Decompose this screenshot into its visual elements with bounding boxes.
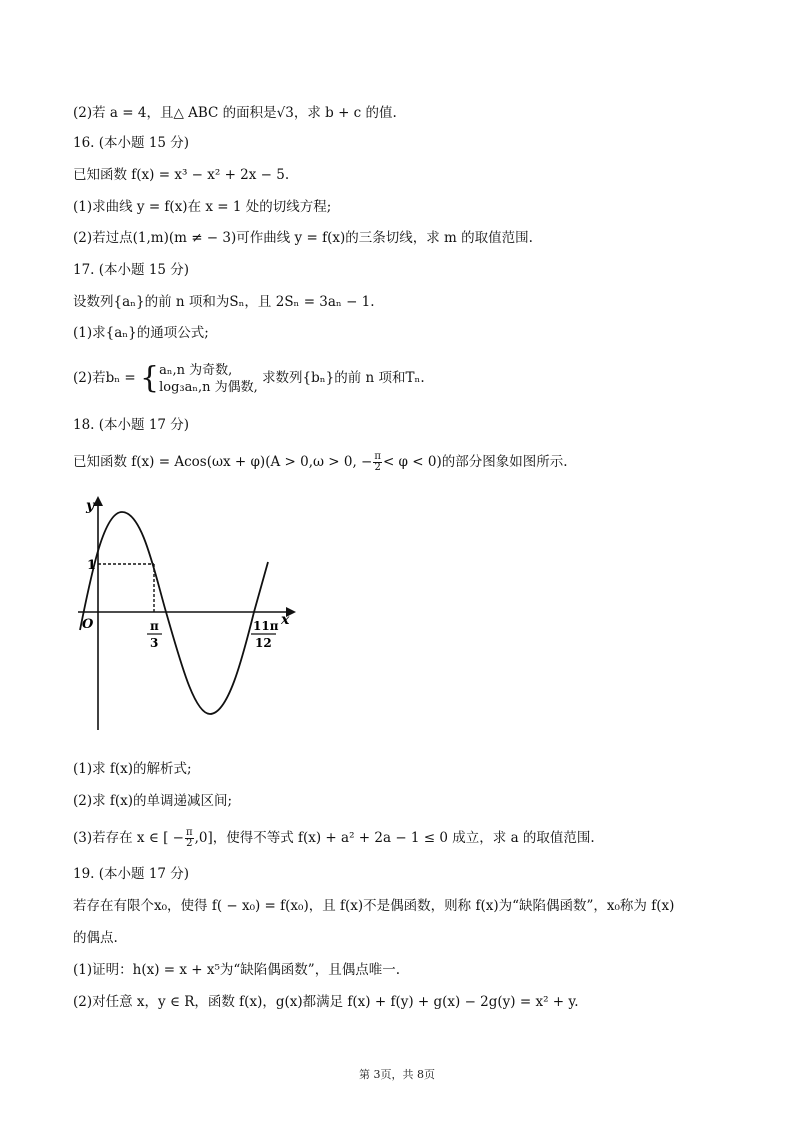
q16-heading: 16. (本小题 15 分) [73,135,190,151]
x-tick2-den: 12 [255,636,272,650]
x-tick1-num: π [150,619,159,633]
q18-stem-suffix: < φ < 0)的部分图象如图所示. [382,454,568,470]
y-axis-label: y [86,498,95,514]
y-axis-arrow [93,496,103,506]
q16-stem: 已知函数 f(x) = x³ − x² + 2x − 5. [73,167,290,183]
q15-part2: (2)若 a = 4，且△ ABC 的面积是√3，求 b + c 的值. [73,105,397,121]
q17-part2-suffix: 求数列{bₙ}的前 n 项和Tₙ. [262,370,425,386]
function-graph [70,490,310,740]
piecewise-case-even: log₃aₙ,n 为偶数, [159,379,258,395]
q17-stem: 设数列{aₙ}的前 n 项和为Sₙ，且 2Sₙ = 3aₙ − 1. [73,294,375,310]
cosine-curve [80,512,268,714]
q19-part1: (1)证明：h(x) = x + x⁵为“缺陷偶函数”，且偶点唯一. [73,962,400,978]
q18-part1: (1)求 f(x)的解析式; [73,761,192,777]
frac-pi-over-2-interval: $\frac{\pi}{2}$ [185,827,193,849]
piecewise-case-odd: aₙ,n 为奇数, [159,362,233,378]
x-tick1-den: 3 [150,636,159,650]
q17-part2 [73,360,425,396]
q18-part3-prefix: (3)若存在 x ∈ [ − [73,830,184,846]
q18-heading: 18. (本小题 17 分) [73,417,190,433]
y-tick-label: 1 [87,558,97,573]
q16-part1: (1)求曲线 y = f(x)在 x = 1 处的切线方程; [73,199,332,215]
piecewise-brace: { [140,360,160,396]
q19-heading: 19. (本小题 17 分) [73,866,190,882]
q19-stem-line1: 若存在有限个x₀，使得 f( − x₀) = f(x₀)，且 f(x)不是偶函数，则称 f(x)为“缺陷偶函数”，x₀称为 f(x) [73,898,675,914]
q18-part2: (2)求 f(x)的单调递减区间; [73,793,233,809]
q19-stem-line2: 的偶点. [73,930,118,946]
q18-part3-suffix: ,0]，使得不等式 f(x) + a² + 2a − 1 ≤ 0 成立，求 a 的取值范围. [194,830,595,846]
q17-part1: (1)求{aₙ}的通项公式; [73,325,209,341]
origin-label: O [82,617,94,632]
frac-pi-over-2: $\frac{\pi}{2}$ [374,451,381,473]
q17-part2-prefix: (2)若bₙ = [73,370,140,386]
q16-part2: (2)若过点(1,m)(m ≠ − 3)可作曲线 y = f(x)的三条切线，求 m 的取值范围. [73,230,533,246]
q18-stem-prefix: 已知函数 f(x) = Acos(ωx + φ)(A > 0,ω > 0, − [73,454,373,470]
page-footer: 第 3页，共 8页 [359,1068,435,1081]
q17-heading: 17. (本小题 15 分) [73,262,190,278]
q18-part3 [73,824,595,852]
piecewise-cases [159,362,258,396]
x-axis-label: x [281,612,290,628]
q19-part2: (2)对任意 x，y ∈ R，函数 f(x)，g(x)都满足 f(x) + f(y) + g(x) − 2g(y) = x² + y. [73,994,579,1010]
x-tick2-num: 11π [253,619,279,633]
q18-stem [73,448,568,476]
